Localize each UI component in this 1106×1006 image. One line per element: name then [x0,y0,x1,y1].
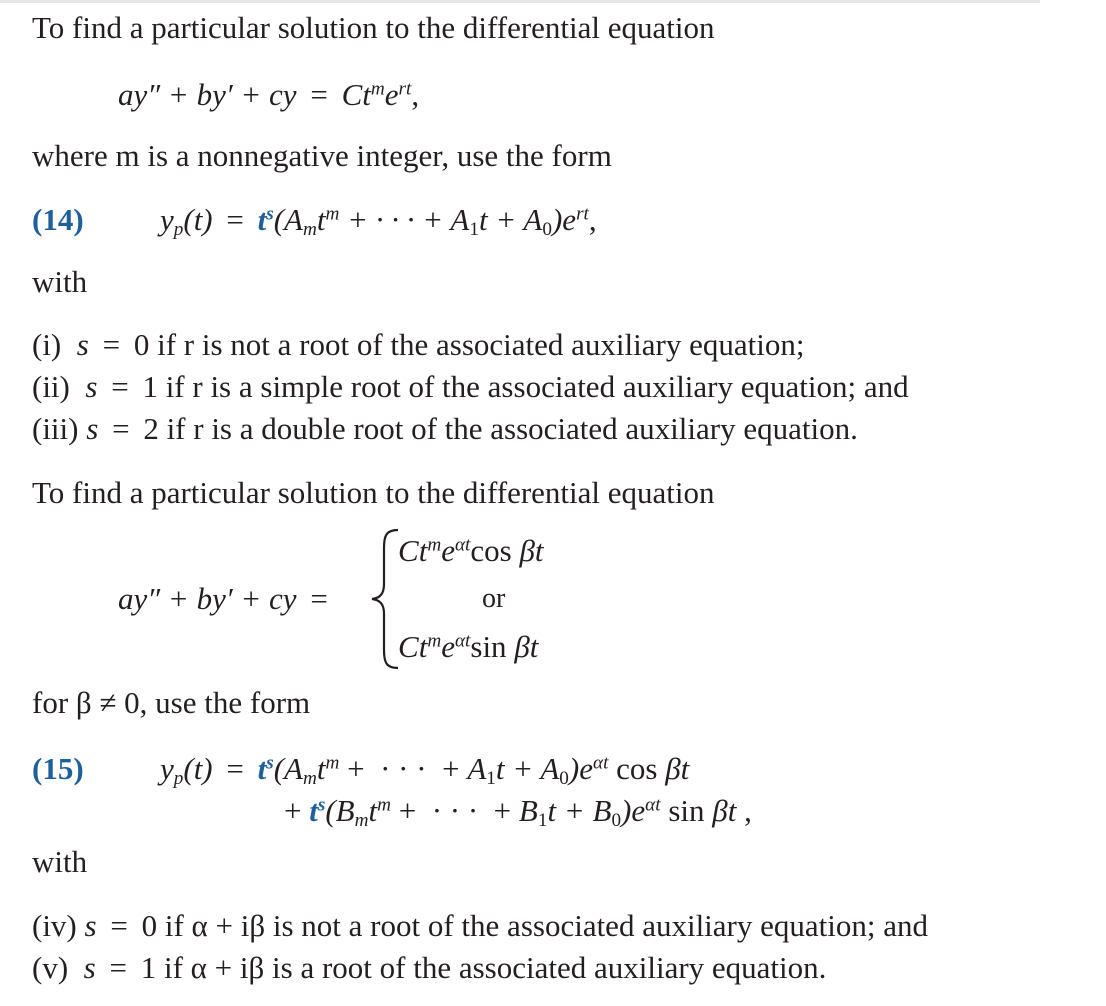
case-iv: (iv) s = 0 if α + iβ is not a root of the associated auxiliary equation; and [32,908,928,943]
equation-1: ay″ + by′ + cy = $Ct^me^{rt}$, [118,77,420,112]
equation-number-14: (14) [32,202,84,237]
where-text: where m is a nonnegative integer, use the form [32,138,612,173]
case-ii: (ii) s = 1 if r is a simple root of the associated auxiliary equation; and [32,369,909,404]
intro-text-1: To find a particular solution to the differential equation [32,10,715,45]
equation-2-or: or [482,583,506,614]
equation-number-15: (15) [32,751,84,786]
case-iii: (iii) s = 2 if r is a double root of the associated auxiliary equation. [32,411,858,446]
equation-2-case-sin: $Ct^me^{\alpha t}\sin$ βt [398,629,539,664]
with-text-2: with [32,844,88,879]
top-rule [0,0,1040,3]
equation-14: $y_p(t) = t^s(A_mt^m$ + · · · + $A_1t + A_0)e^{rt}$, [160,202,597,240]
with-text-1: with [32,264,88,299]
equation-2-case-cos: $Ct^me^{\alpha t}\cos$ βt [398,533,544,568]
case-i: (i) s = 0 if r is not a root of the associated auxiliary equation; [32,327,805,362]
intro-text-2: To find a particular solution to the differential equation [32,475,715,510]
case-v: (v) s = 1 if α + iβ is a root of the associated auxiliary equation. [32,950,827,985]
equation-1-lhs: ay″ + by′ + cy [118,77,297,112]
for-beta-text: for β ≠ 0, use the form [32,685,311,720]
equation-2-lhs: ay″ + by′ + cy = [118,581,328,616]
equation-15-line-1: $y_p(t) = t^s(A_mt^m$ + · · · + $A_1t + A_0)e^{\alpha t}$ cos βt [160,751,690,789]
equation-15-line-2: + $t^s(B_mt^m$ + · · · + $B_1t + B_0)e^{\alpha t}$ sin βt , [284,793,752,831]
